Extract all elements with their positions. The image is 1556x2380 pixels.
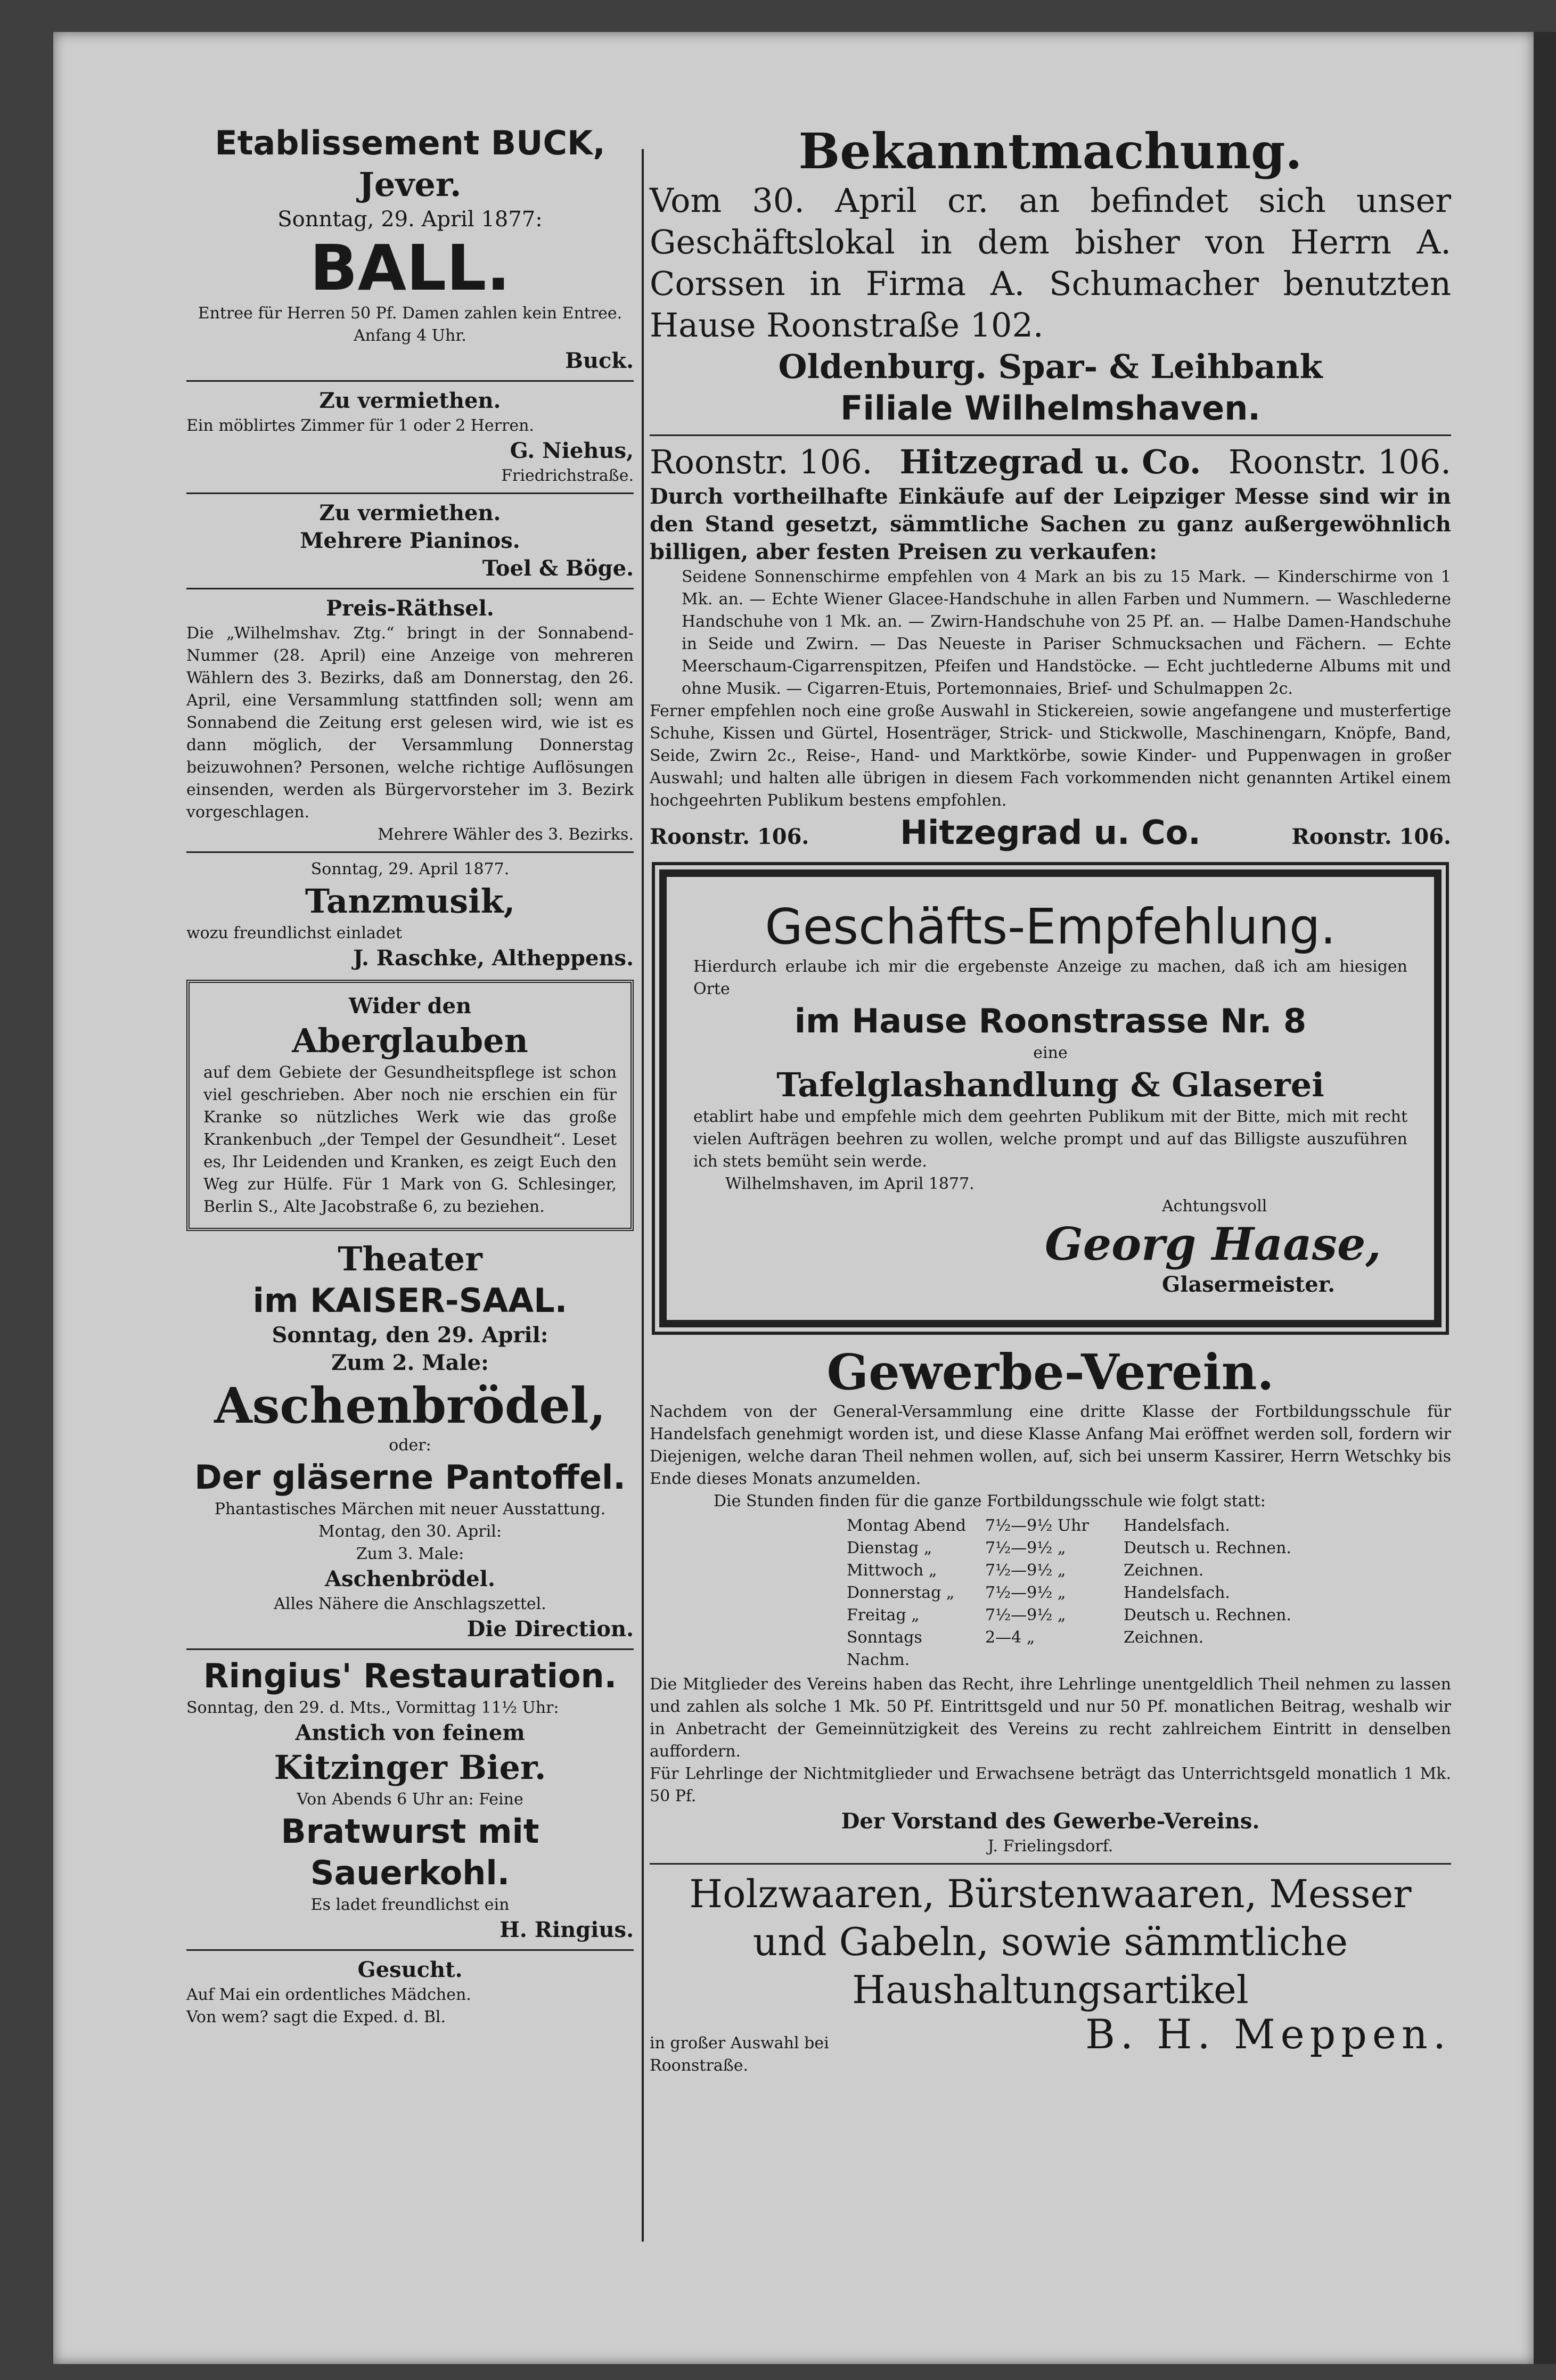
dance-title: Tanzmusik, xyxy=(305,882,515,921)
haase-regards: Achtungsvoll xyxy=(1162,1197,1267,1216)
schedule-day: Freitag „ xyxy=(847,1606,920,1624)
buck-title: Etablissement BUCK, xyxy=(215,124,605,162)
ringius-beer: Kitzinger Bier. xyxy=(274,1748,546,1787)
hitzegrad-foot-name: Hitzegrad u. Co. xyxy=(900,813,1201,852)
ad-hitzegrad xyxy=(650,441,1451,853)
schedule-day: Montag Abend xyxy=(847,1516,966,1535)
ad-ringius xyxy=(186,1655,634,1944)
ringius-food: Bratwurst mit Sauerkohl. xyxy=(281,1812,539,1892)
schedule-subject: Handelsfach. xyxy=(1124,1516,1230,1535)
schedule-row xyxy=(847,1627,1451,1671)
buck-place: Jever. xyxy=(358,165,462,204)
divider xyxy=(186,851,634,853)
column-divider xyxy=(642,149,644,2242)
ringius-text: Sonntag, den 29. d. Mts., Vormittag 11½ Uhr: xyxy=(186,1698,559,1717)
schedule-table xyxy=(847,1515,1451,1671)
theater-genre: Phantastisches Märchen mit neuer Ausstattung. xyxy=(214,1500,606,1519)
ringius-invite: Es ladet freundlichst ein xyxy=(310,1895,510,1914)
theater-more: Alles Nähere die Anschlagszettel. xyxy=(274,1595,546,1613)
ad-meppen xyxy=(650,1870,1451,2077)
hitzegrad-foot-right: Roonstr. 106. xyxy=(1291,824,1451,849)
buck-date: Sonntag, 29. April 1877: xyxy=(277,207,543,232)
ad-theater xyxy=(186,1238,634,1643)
hitzegrad-header xyxy=(650,441,1451,483)
notice-text: Vom 30. April cr. an befindet sich unser Geschäftslokal in dem bisher von Herrn A. Corssen in Firma A. Schumacher benutzten Hause Roonstraße 102. xyxy=(650,181,1451,344)
schedule-subject: Zeichnen. xyxy=(1124,1628,1204,1647)
dance-text: wozu freundlichst einladet xyxy=(186,924,402,942)
schedule-time: 7½—9½ „ xyxy=(985,1606,1066,1624)
divider xyxy=(186,1949,634,1951)
haase-name: Georg Haase, xyxy=(1045,1218,1381,1270)
ad-buck xyxy=(186,122,634,375)
hitzegrad-addr-right: Roonstr. 106. xyxy=(1228,442,1451,481)
theater-oder: oder: xyxy=(389,1436,431,1455)
superstition-text: auf dem Gebiete der Gesundheitspflege ist schon viel geschrieben. Aber noch nie erschien ein für Kranke so nützliches Werk wie das große Krankenbuch „der Tempel der Gesundheit“. Leset es, Ihr Leidenden und Kranken, es zeigt Euch den Weg zur Hülfe. Für 1 Mark von G. Schlesinger, Berlin S., Alte Jacobstraße 6, zu beziehen. xyxy=(203,1063,617,1216)
hitzegrad-more: Ferner empfehlen noch eine große Auswahl in Stickereien, sowie angefangene und musterfertige Schuhe, Kissen und Gürtel, Hosenträger, Strick- und Stickwolle, Maschinengarn, Knöpfe, Band, Seide, Zwirn 2c., Reise-, Hand- und Marktkörbe, sowie Kinder- und Puppenwagen in großer Auswahl; und halten alle übrigen in diesem Fach vorkommenden nicht genannten Artikel einem hochgeehrten Publikum bestens empfohlen. xyxy=(650,702,1451,810)
schedule-subject: Zeichnen. xyxy=(1124,1561,1204,1580)
schedule-row xyxy=(847,1582,1451,1604)
schedule-day: Donnerstag „ xyxy=(847,1583,955,1602)
meppen-where: in großer Auswahl bei Roonstraße. xyxy=(650,2034,829,2075)
superstition-title: Aberglauben xyxy=(292,1021,528,1060)
ad-notice xyxy=(650,122,1451,429)
dance-date: Sonntag, 29. April 1877. xyxy=(310,860,510,879)
schedule-subject: Handelsfach. xyxy=(1124,1583,1230,1602)
divider xyxy=(186,588,634,589)
buck-sign: Buck. xyxy=(565,348,634,373)
notice-bank: Oldenburg. Spar- & Leihbank xyxy=(778,347,1323,386)
wanted-ask: Von wem? sagt die Exped. d. Bl. xyxy=(186,2008,446,2026)
right-column xyxy=(650,122,1451,2077)
schedule-day: Mittwoch „ xyxy=(847,1561,937,1580)
haase-eine: eine xyxy=(1033,1044,1068,1062)
meppen-name: B. H. Meppen. xyxy=(1085,2010,1451,2058)
theater-date: Sonntag, den 29. April: xyxy=(272,1323,548,1348)
riddle-title: Preis-Räthsel. xyxy=(326,596,494,621)
ringius-title: Ringius' Restauration. xyxy=(203,1656,617,1695)
ad-wanted xyxy=(186,1956,634,2029)
gewerbe-fee: Für Lehrlinge der Nichtmitglieder und Erwachsene beträgt das Unterrichtsgeld monatlich 1 Mk. 50 Pf. xyxy=(650,1765,1451,1805)
haase-role: Glasermeister. xyxy=(1162,1272,1336,1297)
hitzegrad-addr-left: Roonstr. 106. xyxy=(650,442,873,481)
buck-start: Anfang 4 Uhr. xyxy=(354,326,466,345)
divider xyxy=(650,1863,1451,1865)
riddle-sign: Mehrere Wähler des 3. Bezirks. xyxy=(378,825,634,844)
gewerbe-members: Die Mitglieder des Vereins haben das Recht, ihre Lehrlinge unentgeldlich Theil nehmen zu lassen und zahlen als solche 1 Mk. 50 Pf. Eintrittsgeld und nur 50 Pf. monatlichen Beitrag, weshalb wir in Anbetracht der Gemeinnützigkeit des Vereins zu recht zahlreichem Eintritt in denselben auffordern. xyxy=(650,1675,1451,1761)
theater-subtitle: Der gläserne Pantoffel. xyxy=(194,1458,626,1497)
ringius-anstich: Anstich von feinem xyxy=(295,1720,525,1745)
ringius-sign: H. Ringius. xyxy=(499,1917,634,1942)
haase-date: Wilhelmshaven, im April 1877. xyxy=(725,1175,974,1193)
buck-event: BALL. xyxy=(309,231,511,305)
left-column xyxy=(186,122,634,2029)
rent1-address: Friedrichstraße. xyxy=(501,466,634,485)
rent1-sign: G. Niehus, xyxy=(510,438,634,463)
schedule-time: 7½—9½ „ xyxy=(985,1561,1066,1580)
notice-branch: Filiale Wilhelmshaven. xyxy=(840,389,1260,428)
divider xyxy=(186,493,634,494)
schedule-row xyxy=(847,1515,1451,1537)
hitzegrad-items: Seidene Sonnenschirme empfehlen von 4 Mark an bis zu 15 Mark. — Kinderschirme von 1 Mk. an. — Echte Wiener Glacee-Handschuhe in allen Farben und Nummern. — Waschlederne Handschuhe von 1 Mk. an. — Zwirn-Handschuhe von 25 Pf. an. — Halbe Damen-Handschuhe in Seide und Zwirn. — Das Neueste in Pariser Schmucksachen und Fächern. — Echte Meerschaum-Cigarrenspitzen, Pfeifen und Handstöcke. — Echt juchtlederne Albums mit und ohne Musik. — Cigarren-Etuis, Portemonnaies, Brief- und Schulmappen 2c. xyxy=(682,568,1451,698)
notice-title: Bekanntmachung. xyxy=(798,122,1303,180)
ad-haase xyxy=(659,869,1442,1327)
wanted-title: Gesucht. xyxy=(357,1957,463,1982)
haase-house: im Hause Roonstrasse Nr. 8 xyxy=(794,1002,1307,1040)
divider xyxy=(186,380,634,382)
divider xyxy=(186,1648,634,1650)
haase-business: Tafelglashandlung & Glaserei xyxy=(776,1065,1324,1104)
schedule-row xyxy=(847,1604,1451,1627)
dance-sign: J. Raschke, Altheppens. xyxy=(353,946,634,971)
gewerbe-hours-intro: Die Stunden finden für die ganze Fortbildungsschule wie folgt statt: xyxy=(714,1492,1266,1511)
theater-play2: Aschenbrödel. xyxy=(325,1566,495,1591)
schedule-time: 7½—9½ Uhr xyxy=(985,1516,1089,1535)
ad-rent-2 xyxy=(186,499,634,582)
schedule-time: 2—4 „ xyxy=(985,1628,1035,1647)
gewerbe-title: Gewerbe-Verein. xyxy=(826,1343,1274,1401)
wanted-text: Auf Mai ein ordentliches Mädchen. xyxy=(186,1985,471,2004)
schedule-day: Dienstag „ xyxy=(847,1539,932,1557)
haase-title: Geschäfts-Empfehlung. xyxy=(765,898,1336,955)
theater-play: Aschenbrödel, xyxy=(214,1377,606,1434)
rent2-text: Mehrere Pianinos. xyxy=(300,528,520,553)
rent2-sign: Toel & Böge. xyxy=(482,556,634,581)
meppen-footer xyxy=(650,2010,1451,2077)
theater-venue: im KAISER-SAAL. xyxy=(252,1281,568,1320)
theater-times2: Zum 3. Male: xyxy=(356,1545,464,1563)
hitzegrad-footer xyxy=(650,812,1451,853)
gewerbe-text: Nachdem von der General-Versammlung eine dritte Klasse der Fortbildungsschule für Handelsfach genehmigt worden ist, und diese Klasse Anfang Mai eröffnet werden soll, fordern wir Diejenigen, welche daran Theil nehmen wollen, auf, sich bei unserm Kassirer, Herrn Wetschky bis Ende dieses Monats anzumelden. xyxy=(650,1402,1451,1488)
ringius-evening: Von Abends 6 Uhr an: Feine xyxy=(297,1790,523,1809)
haase-text: etablirt habe und empfehle mich dem geehrten Publikum mit der Bitte, mich mit recht vielen Aufträgen beehren zu wollen, welche prompt und auf das Billigste auszuführen ich stets bemüht sein werde. xyxy=(693,1107,1407,1171)
page-edge xyxy=(1534,32,1556,2364)
schedule-time: 7½—9½ „ xyxy=(985,1583,1066,1602)
gewerbe-sign: J. Frielingsdorf. xyxy=(987,1837,1113,1856)
ad-rent-1 xyxy=(186,387,634,487)
ad-dance xyxy=(186,858,634,972)
schedule-time: 7½—9½ „ xyxy=(985,1539,1066,1557)
theater-date2: Montag, den 30. April: xyxy=(318,1522,502,1541)
theater-sign: Die Direction. xyxy=(466,1616,634,1642)
schedule-row xyxy=(847,1560,1451,1582)
meppen-text: Holzwaaren, Bürstenwaaren, Messer und Gabeln, sowie sämmtliche Haushaltungsartikel xyxy=(689,1872,1412,2012)
schedule-row xyxy=(847,1537,1451,1560)
gewerbe-board: Der Vorstand des Gewerbe-Vereins. xyxy=(841,1809,1260,1834)
rent2-title: Zu vermiethen. xyxy=(319,500,501,526)
schedule-day: Sonntags Nachm. xyxy=(847,1628,922,1669)
haase-intro: Hierdurch erlaube ich mir die ergebenste Anzeige zu machen, daß ich am hiesigen Orte xyxy=(693,957,1407,998)
riddle-text: Die „Wilhelmshav. Ztg.“ bringt in der Sonnabend-Nummer (28. April) eine Anzeige von mehreren Wählern des 3. Bezirks, daß am Donnerstag, den 26. April, eine Versammlung stattfinden soll; wenn am Sonnabend die Zeitung erst gelesen wird, wie ist es dann möglich, der Versammlung Donnerstag beizuwohnen? Personen, welche richtige Auflösungen einsenden, werden als Bürgervorsteher im 3. Bezirk vorgeschlagen. xyxy=(186,624,634,822)
schedule-subject: Deutsch u. Rechnen. xyxy=(1124,1539,1292,1557)
superstition-pre: Wider den xyxy=(348,994,472,1019)
hitzegrad-name: Hitzegrad u. Co. xyxy=(899,442,1201,481)
ad-riddle xyxy=(186,595,634,846)
buck-entry: Entree für Herren 50 Pf. Damen zahlen kein Entree. xyxy=(198,304,623,323)
ad-superstition xyxy=(186,980,634,1231)
theater-times: Zum 2. Male: xyxy=(331,1350,489,1375)
rent1-text: Ein möblirtes Zimmer für 1 oder 2 Herren. xyxy=(186,416,534,435)
schedule-subject: Deutsch u. Rechnen. xyxy=(1124,1606,1292,1624)
rent1-title: Zu vermiethen. xyxy=(319,388,501,413)
ad-gewerbe xyxy=(650,1343,1451,1858)
hitzegrad-lead: Durch vortheilhafte Einkäufe auf der Leipziger Messe sind wir in den Stand gesetzt, sämmtliche Sachen zu ganz außergewöhnlich billigen, aber festen Preisen zu verkaufen: xyxy=(650,484,1451,564)
hitzegrad-foot-left: Roonstr. 106. xyxy=(650,824,809,849)
theater-title: Theater xyxy=(338,1240,482,1278)
divider xyxy=(650,434,1451,436)
